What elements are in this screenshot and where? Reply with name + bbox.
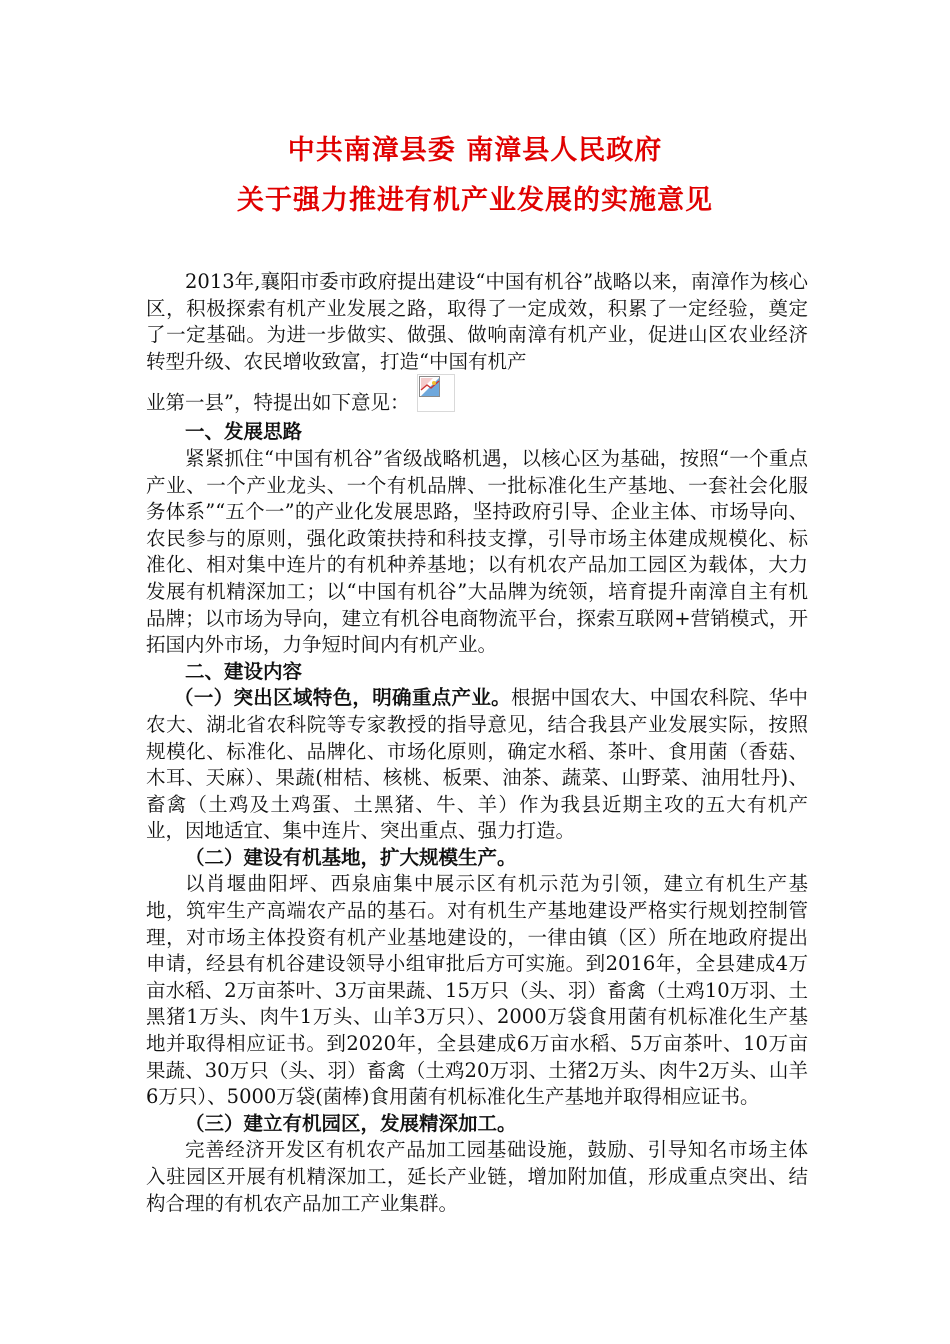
section1-paragraph: 紧紧抓住“中国有机谷”省级战略机遇，以核心区为基础，按照“一个重点产业、一个产业龙头、一个有机品牌、一批标准化生产基地、一套社会化服务体系”“五个一”的产业化发展思路，坚持政府引导、企业主体、市场导向、农民参与的原则，强化政策扶持和科技支撑，引导市场主体建成规模化、标准化、相对集中连片的有机种养基地；以有机农产品加工园区为载体，大力发展有机精深加工；以“中国有机谷”大品牌为统领，培育提升南漳自主有机品牌；以市场为导向，建立有机谷电商物流平台，探索互联网+营销模式，开拓国内外市场，力争短时间内有机产业。 xyxy=(146,446,808,657)
section2-sub1-heading: （一）突出区域特色，明确重点产业。 xyxy=(174,686,511,710)
section2-sub1-text: 根据中国农大、中国农科院、华中农大、湖北省农科院等专家教授的指导意见，结合我县产业发展实际，按照规模化、标准化、品牌化、市场化原则，确定水稻、茶叶、食用菌（香菇、木耳、天麻）、果蔬(柑桔、核桃、板栗、油茶、蔬菜、山野菜、油用牡丹)、畜禽（土鸡及土鸡蛋、土黑猪、牛、羊）作为我县近期主攻的五大有机产业，因地适宜、集中连片、突出重点、强力打造。 xyxy=(146,686,808,843)
intro-paragraph-tail: 业第一县”，特提出如下意见： xyxy=(146,391,410,415)
broken-image-icon xyxy=(417,374,455,412)
section1-heading: 一、发展思路 xyxy=(185,420,303,444)
document-body xyxy=(146,269,808,1217)
section2-sub2-heading: （二）建设有机基地，扩大规模生产。 xyxy=(185,845,517,869)
intro-last-line xyxy=(146,375,808,419)
intro-paragraph: 2013年,襄阳市委市政府提出建设“中国有机谷”战略以来，南漳作为核心区，积极探索有机产业发展之路，取得了一定成效，积累了一定经验，奠定了一定基础。为进一步做实、做强、做响南漳有机产业，促进山区农业经济转型升级、农民增收致富，打造“中国有机产 xyxy=(146,270,808,373)
section2-sub2-paragraph: 以肖堰曲阳坪、西泉庙集中展示区有机示范为引领，建立有机生产基地，筑牢生产高端农产品的基石。对有机生产基地建设严格实行规划控制管理，对市场主体投资有机产业基地建设的，一律由镇（区）所在地政府提出申请，经县有机谷建设领导小组审批后方可实施。到2016年，全县建成4万亩水稻、2万亩茶叶、3万亩果蔬、15万只（头、羽）畜禽（土鸡10万羽、土黑猪1万头、肉牛1万头、山羊3万只）、2000万袋食用菌有机标准化生产基地并取得相应证书。到2020年，全县建成6万亩水稻、5万亩茶叶、10万亩果蔬、30万只（头、羽）畜禽（土鸡20万羽、土猪2万头、肉牛2万头、山羊6万只）、5000万袋(菌棒)食用菌有机标准化生产基地并取得相应证书。 xyxy=(146,872,808,1109)
section2-sub3-heading: （三）建立有机园区，发展精深加工。 xyxy=(185,1111,517,1135)
document-title-line1: 中共南漳县委 南漳县人民政府 xyxy=(287,135,663,166)
section2-sub3-paragraph: 完善经济开发区有机农产品加工园基础设施，鼓励、引导知名市场主体入驻园区开展有机精深加工，延长产业链，增加附加值，形成重点突出、结构合理的有机农产品加工产业集群。 xyxy=(146,1138,808,1215)
section2-heading: 二、建设内容 xyxy=(185,659,303,683)
document-title-line2: 关于强力推进有机产业发展的实施意见 xyxy=(237,185,713,216)
section2-sub1-paragraph xyxy=(146,685,808,845)
